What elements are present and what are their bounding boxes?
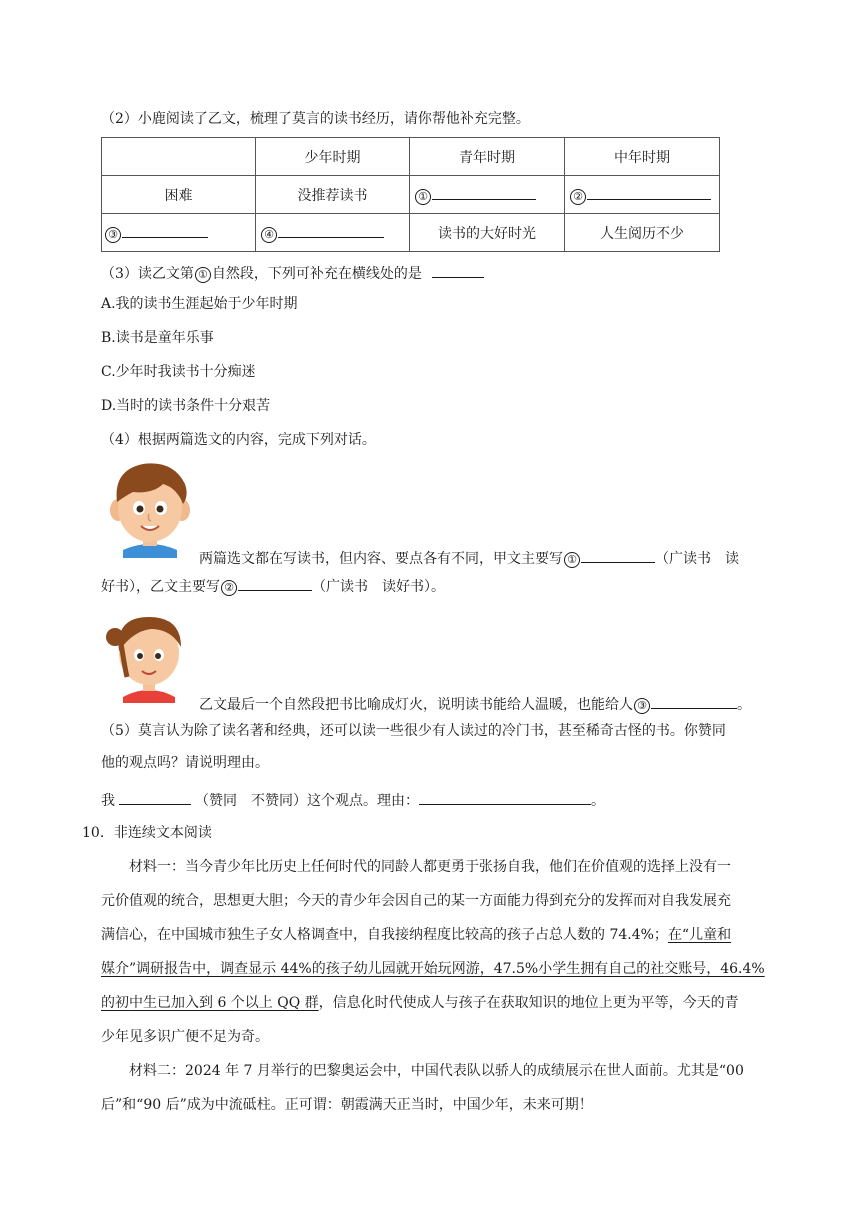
circled-number: ③ — [105, 227, 121, 243]
table-row — [102, 214, 720, 252]
answer-blank[interactable] — [432, 184, 536, 200]
table-cell-no-recommend: 没推荐读书 — [256, 176, 410, 214]
option-d[interactable]: D.当时的读书条件十分艰苦 — [101, 398, 271, 414]
answer-blank[interactable] — [587, 184, 711, 200]
boy-avatar-icon — [103, 458, 197, 558]
answer-blank[interactable] — [432, 262, 484, 278]
q5-line-1: （5）莫言认为除了读名著和经典，还可以读一些很少有人读过的冷门书，甚至稀奇古怪的书。你赞同 — [101, 723, 726, 739]
answer-blank[interactable] — [119, 789, 191, 805]
circled-number: ② — [221, 580, 237, 596]
material-1-line-2: 元价值观的统合，思想更大胆；今天的青少年会因自己的某一方面能力得到充分的发挥而对自我发展充 — [101, 893, 731, 909]
q5-answer-line: 我 （赞同 不赞同）这个观点。理由： 。 — [101, 789, 605, 811]
material-1-line-4: 媒介”调研报告中，调查显示 44%的孩子幼儿园就开始玩网游，47.5%小学生拥有自己的社交账号，46.4% — [101, 961, 765, 977]
table-header-middle-age: 中年时期 — [565, 138, 720, 176]
q3-prompt: （3）读乙文第 ① 自然段，下列可补充在横线处的是 — [101, 262, 484, 284]
circled-number: ④ — [261, 227, 277, 243]
girl-avatar-icon — [101, 607, 197, 703]
table-cell-blank-2[interactable] — [565, 176, 720, 214]
circled-number: ③ — [634, 698, 650, 714]
circled-number: ① — [564, 552, 580, 568]
material-1-line-5: 的初中生已加入到 6 个以上 QQ 群，信息化时代使成人与孩子在获取知识的地位上更为平等，今天的青 — [101, 995, 739, 1011]
circled-number: ① — [415, 189, 431, 205]
option-a[interactable]: A.我的读书生涯起始于少年时期 — [101, 296, 298, 312]
girl-dialogue-line: 乙文最后一个自然段把书比喻成灯火，说明读书能给人温暖，也能给人 ③ 。 — [199, 693, 751, 715]
table-row — [102, 138, 720, 176]
table-cell-blank-1[interactable] — [410, 176, 565, 214]
q2-prompt: （2）小鹿阅读了乙文，梳理了莫言的读书经历，请你帮他补充完整。 — [101, 111, 530, 127]
q5-line-2: 他的观点吗？请说明理由。 — [101, 755, 269, 771]
answer-blank[interactable] — [278, 222, 384, 238]
table-row — [102, 176, 720, 214]
table-cell-experience: 人生阅历不少 — [565, 214, 720, 252]
option-c[interactable]: C.少年时我读书十分痴迷 — [101, 364, 256, 380]
table-header-empty — [102, 138, 256, 176]
table-cell-golden-time: 读书的大好时光 — [410, 214, 565, 252]
answer-blank[interactable] — [238, 575, 312, 591]
material-2-line-1: 材料二：2024 年 7 月举行的巴黎奥运会中，中国代表队以骄人的成绩展示在世人面前。尤其是“00 — [129, 1063, 744, 1079]
answer-blank[interactable] — [581, 547, 655, 563]
table-header-youth: 少年时期 — [256, 138, 410, 176]
circled-number: ② — [570, 189, 586, 205]
q4-prompt: （4）根据两篇选文的内容，完成下列对话。 — [101, 432, 376, 448]
material-1-line-6: 少年见多识广便不足为奇。 — [101, 1029, 269, 1045]
boy-dialogue-line-2: 好书），乙文主要写 ② （广读书 读好书）。 — [101, 575, 445, 597]
answer-blank[interactable] — [122, 222, 208, 238]
circled-number: ① — [195, 267, 211, 283]
answer-blank[interactable] — [651, 693, 737, 709]
q10-title: 10．非连续文本阅读 — [82, 825, 212, 841]
answer-blank[interactable] — [419, 789, 591, 805]
table-header-young-adult: 青年时期 — [410, 138, 565, 176]
table-cell-blank-4[interactable] — [256, 214, 410, 252]
table-cell-blank-3[interactable] — [102, 214, 256, 252]
material-2-line-2: 后”和“90 后”成为中流砥柱。正可谓：朝霞满天正当时，中国少年，未来可期！ — [101, 1097, 593, 1113]
boy-dialogue-line-1: 两篇选文都在写读书，但内容、要点各有不同，甲文主要写 ① （广读书 读 — [199, 547, 739, 569]
material-1-line-3: 满信心，在中国城市独生子女人格调查中，自我接纳程度比较高的孩子占总人数的 74.4%；在“儿童和 — [101, 927, 732, 943]
option-b[interactable]: B.读书是童年乐事 — [101, 330, 214, 346]
table-cell-difficulty: 困难 — [102, 176, 256, 214]
reading-history-table — [101, 137, 720, 252]
material-1-line-1: 材料一：当今青少年比历史上任何时代的同龄人都更勇于张扬自我，他们在价值观的选择上没有一 — [129, 859, 731, 875]
